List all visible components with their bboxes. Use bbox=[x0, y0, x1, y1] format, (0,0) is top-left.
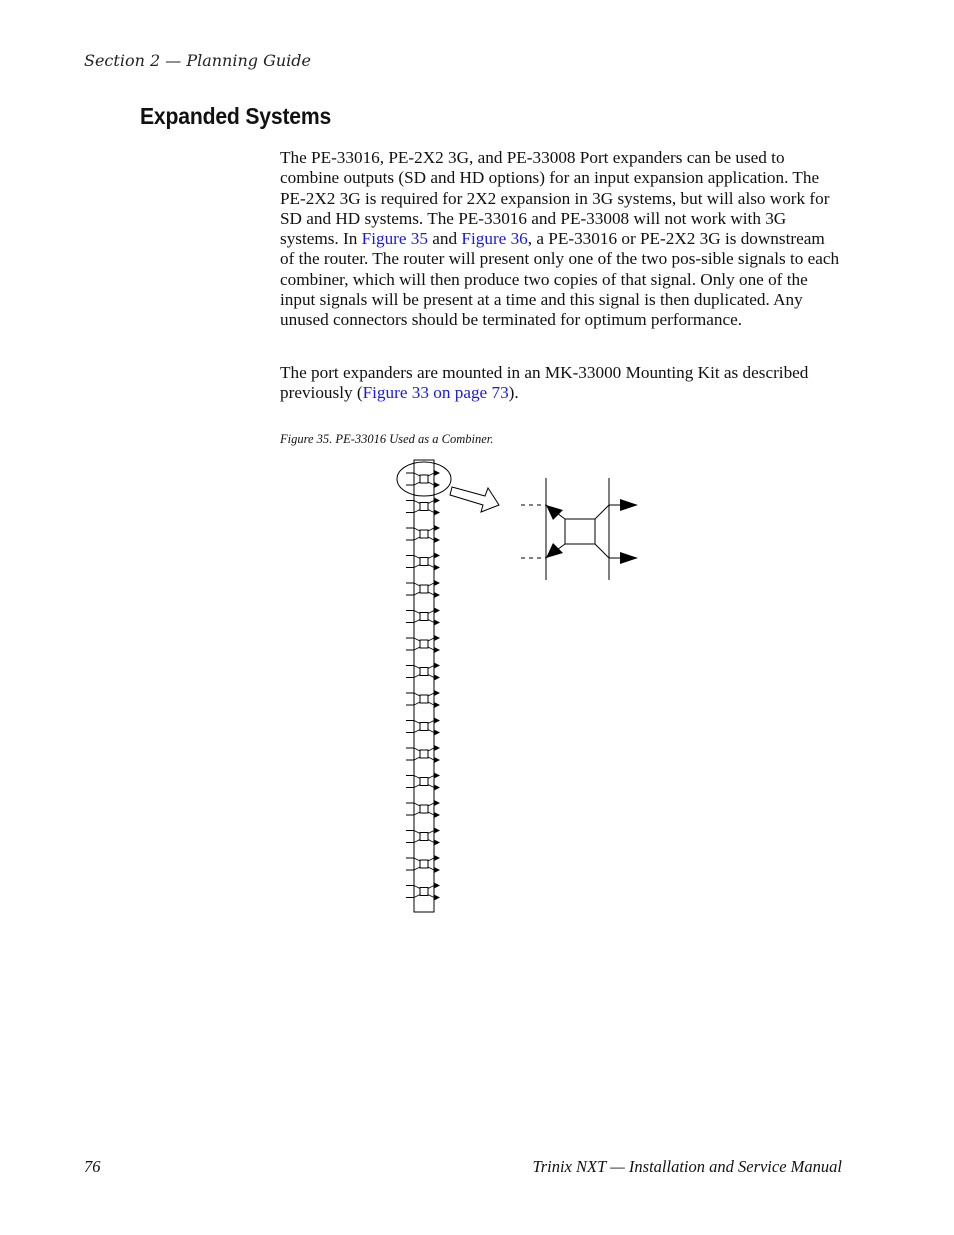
paragraph-text: and bbox=[428, 229, 462, 248]
page-number: 76 bbox=[84, 1157, 101, 1176]
figure-36-link[interactable]: Figure 36 bbox=[461, 229, 528, 248]
figure-caption: Figure 35. PE-33016 Used as a Combiner. bbox=[280, 432, 494, 446]
figure-35-link[interactable]: Figure 35 bbox=[361, 229, 428, 248]
section-heading: Expanded Systems bbox=[140, 103, 332, 129]
paragraph-text: ). bbox=[508, 383, 519, 403]
expander-strip bbox=[414, 460, 434, 912]
footer-title: Trinix NXT — Installation and Service Manual bbox=[532, 1157, 842, 1176]
combiner-detail bbox=[521, 478, 638, 580]
paragraph-intro bbox=[280, 148, 842, 330]
paragraph-text: The PE-33016, PE-2X2 3G, and PE-33008 Port expanders can be used to combine outputs (SD and HD options) for an input expansion application. The PE-2X2 3G is required for 2X2 expansion in 3G systems, but will also work for SD and HD systems. The PE-33016 and PE-33008 will not work with 3G systems. In bbox=[280, 148, 830, 248]
combiner-diagram bbox=[390, 455, 650, 920]
paragraph-text: , a PE-33016 or PE-2X2 3G is downstream of the router. The router will present only one of the two pos-sible signals to each combiner, which will then produce two copies of that signal. Only one of the input signals will be present at a time and this signal is then duplicated. Any unused connectors should be terminated for optimum performance. bbox=[280, 229, 840, 329]
paragraph-mounting bbox=[280, 363, 842, 404]
paragraph-text: The port expanders are mounted in an MK-33000 Mounting Kit as described previously ( bbox=[280, 363, 809, 403]
zoom-arrow-icon bbox=[450, 487, 499, 512]
running-head: Section 2 — Planning Guide bbox=[84, 51, 312, 70]
figure-33-link[interactable]: Figure 33 on page 73 bbox=[362, 383, 509, 403]
